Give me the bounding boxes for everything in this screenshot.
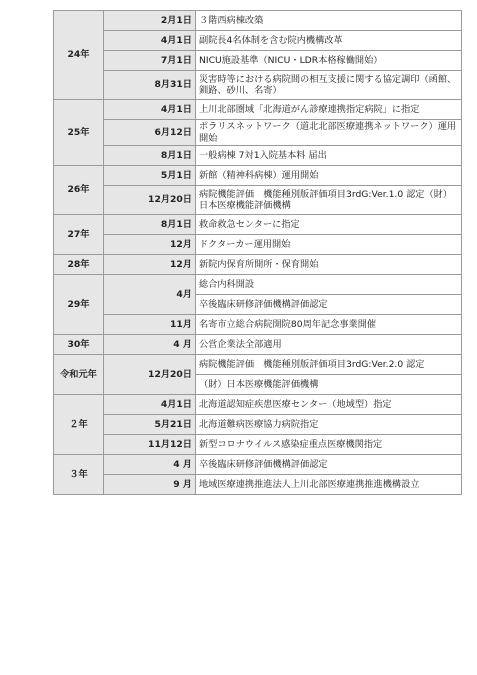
event-cell: ドクターカー運用開始 (196, 235, 462, 255)
event-cell: 名寄市立総合病院開院80周年記念事業開催 (196, 315, 462, 335)
table-row (54, 235, 462, 255)
event-cell: ポラリスネットワーク（道北北部医療連携ネットワーク）運用開始 (196, 120, 462, 146)
date-cell: 12月 (104, 235, 196, 255)
event-cell: 北海道認知症疾患医療センター（地域型）指定 (196, 395, 462, 415)
table-row (54, 355, 462, 375)
event-cell: 一般病棟 7対1入院基本料 届出 (196, 146, 462, 166)
event-cell: ３階西病棟改築 (196, 11, 462, 31)
table-row (54, 120, 462, 146)
history-table (53, 10, 462, 495)
date-cell: 6月12日 (104, 120, 196, 146)
date-cell: 12月 (104, 255, 196, 275)
event-cell: 北海道難病医療協力病院指定 (196, 415, 462, 435)
event-cell: （財）日本医療機能評価機構 (196, 375, 462, 395)
date-cell: 11月12日 (104, 435, 196, 455)
year-cell: 29年 (54, 275, 104, 335)
table-row (54, 455, 462, 475)
table-row (54, 395, 462, 415)
table-row (54, 475, 462, 495)
year-cell: ２年 (54, 395, 104, 455)
table-row (54, 315, 462, 335)
year-cell: 26年 (54, 166, 104, 215)
event-cell: 災害時等における病院間の相互支援に関する協定調印（函館、釧路、砂川、名寄） (196, 71, 462, 100)
year-cell: 27年 (54, 215, 104, 255)
event-cell: 地域医療連携推進法人上川北部医療連携推進機構設立 (196, 475, 462, 495)
event-cell: 副院長4名体制を含む院内機構改革 (196, 31, 462, 51)
year-cell: ３年 (54, 455, 104, 495)
year-cell: 25年 (54, 100, 104, 166)
date-cell: 4月1日 (104, 31, 196, 51)
table-row (54, 146, 462, 166)
table-row (54, 335, 462, 355)
date-cell: 8月1日 (104, 146, 196, 166)
date-cell: 4 月 (104, 335, 196, 355)
table-row (54, 71, 462, 100)
table-row (54, 215, 462, 235)
date-cell: 5月21日 (104, 415, 196, 435)
event-cell: 公営企業法全部適用 (196, 335, 462, 355)
table-row (54, 255, 462, 275)
table-row (54, 435, 462, 455)
date-cell: 7月1日 (104, 51, 196, 71)
date-cell: 9 月 (104, 475, 196, 495)
event-cell: NICU施設基準（NICU・LDR本格稼働開始） (196, 51, 462, 71)
event-cell: 救命救急センターに指定 (196, 215, 462, 235)
event-cell: 卒後臨床研修評価機構評価認定 (196, 455, 462, 475)
event-cell: 総合内科開設 (196, 275, 462, 295)
date-cell: 5月1日 (104, 166, 196, 186)
date-cell: 4月 (104, 275, 196, 315)
table-row (54, 100, 462, 120)
year-cell: 30年 (54, 335, 104, 355)
event-cell: 新型コロナウイルス感染症重点医療機関指定 (196, 435, 462, 455)
event-cell: 病院機能評価 機能種別版評価項目3rdG:Ver.2.0 認定 (196, 355, 462, 375)
table-row (54, 275, 462, 295)
event-cell: 卒後臨床研修評価機構評価認定 (196, 295, 462, 315)
event-cell: 上川北部圏域「北海道がん診療連携指定病院」に指定 (196, 100, 462, 120)
event-cell: 病院機能評価 機能種別版評価項目3rdG:Ver.1.0 認定（財）日本医療機能評価機構 (196, 186, 462, 215)
year-cell: 令和元年 (54, 355, 104, 395)
date-cell: 8月1日 (104, 215, 196, 235)
event-cell: 新館（精神科病棟）運用開始 (196, 166, 462, 186)
date-cell: 8月31日 (104, 71, 196, 100)
year-cell: 28年 (54, 255, 104, 275)
date-cell: 12月20日 (104, 355, 196, 395)
table-row (54, 51, 462, 71)
table-row (54, 11, 462, 31)
date-cell: 12月20日 (104, 186, 196, 215)
table-row (54, 186, 462, 215)
date-cell: 11月 (104, 315, 196, 335)
table-row (54, 415, 462, 435)
table-row (54, 166, 462, 186)
year-cell: 24年 (54, 11, 104, 100)
table-row (54, 31, 462, 51)
date-cell: 2月1日 (104, 11, 196, 31)
date-cell: 4月1日 (104, 395, 196, 415)
event-cell: 新院内保育所開所・保育開始 (196, 255, 462, 275)
date-cell: 4 月 (104, 455, 196, 475)
date-cell: 4月1日 (104, 100, 196, 120)
